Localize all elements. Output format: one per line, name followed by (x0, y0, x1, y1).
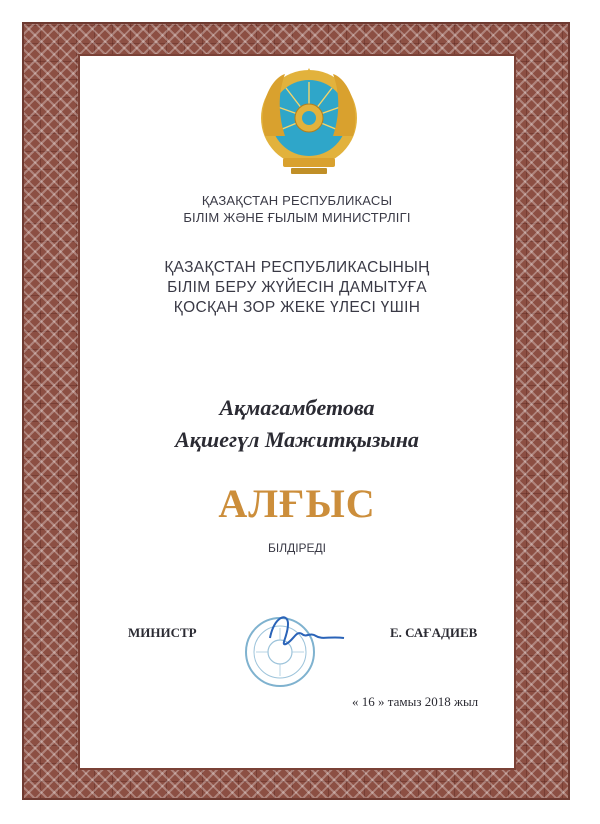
reason-line-3: ҚОСҚАН ЗОР ЖЕКЕ ҮЛЕСІ ҮШІН (173, 299, 421, 316)
recipient-name (80, 392, 514, 456)
award-verb: БІЛДІРЕДІ (267, 541, 326, 555)
issuer-country: ҚАЗАҚСТАН РЕСПУБЛИКАСЫ (201, 193, 393, 208)
reason-line-2: БІЛІМ БЕРУ ЖҮЙЕСІН ДАМЫТУҒА (167, 279, 427, 296)
minister-name: Е. САҒАДИЕВ (390, 625, 478, 640)
recipient-surname: Ақмагамбетова (219, 395, 375, 420)
issuer-block (80, 192, 514, 226)
award-reason (80, 258, 514, 318)
official-seal-icon (240, 606, 350, 692)
issue-date: « 16 » тамыз 2018 жыл (352, 694, 479, 709)
state-emblem-icon (255, 66, 363, 178)
minister-role: МИНИСТР (128, 625, 197, 640)
reason-line-1: ҚАЗАҚСТАН РЕСПУБЛИКАСЫНЫҢ (164, 259, 430, 276)
award-title: АЛҒЫС (218, 481, 376, 526)
issuer-ministry: БІЛІМ ЖӘНЕ ҒЫЛЫМ МИНИСТРЛІГІ (183, 210, 411, 225)
recipient-given-name: Ақшегүл Мажитқызына (175, 427, 419, 452)
